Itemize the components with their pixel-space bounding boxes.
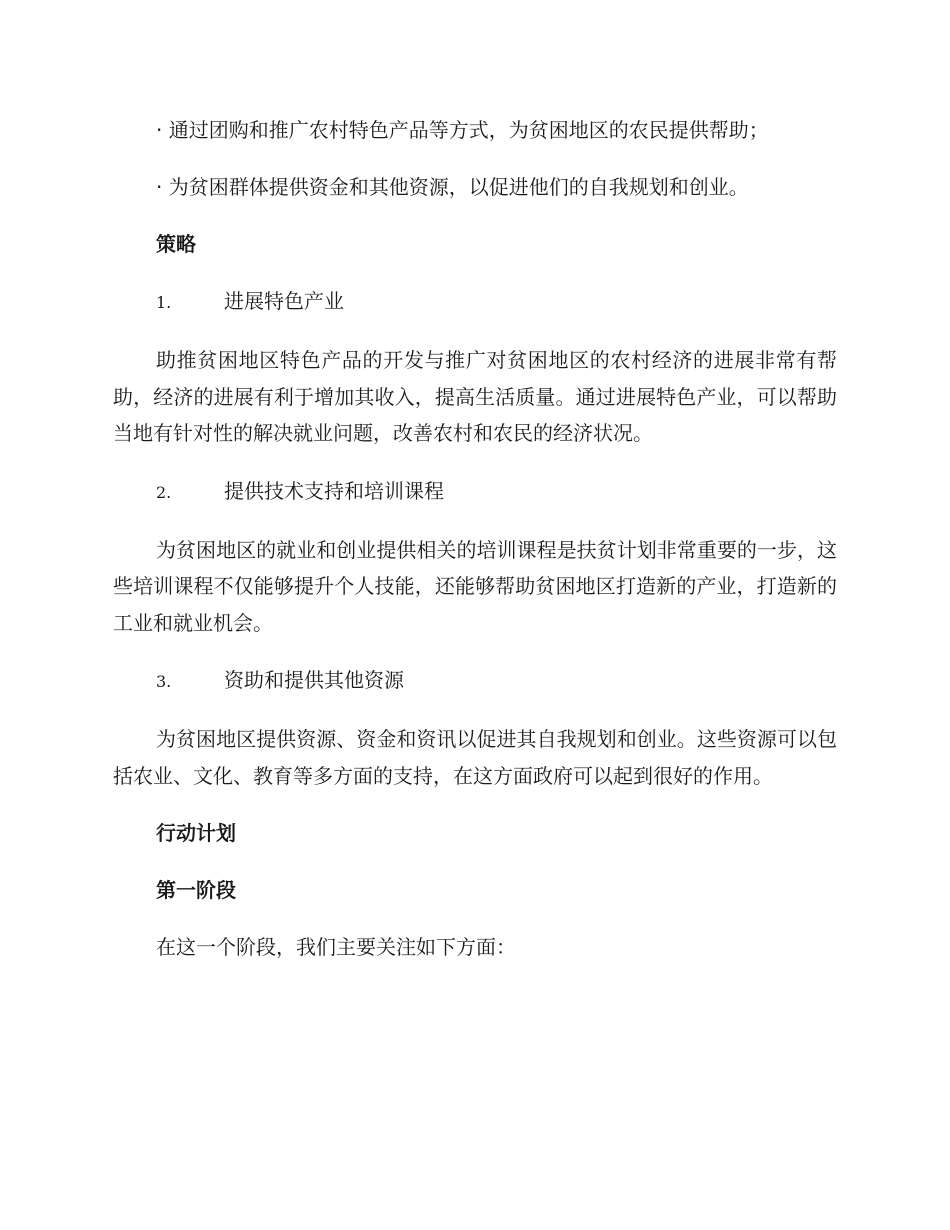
section-heading-action-plan: 行动计划	[156, 821, 236, 845]
strategy-paragraph: 为贫困地区提供资源、资金和资讯以促进其自我规划和创业。这些资源可以包括农业、文化、教育等多方面的支持，在这方面政府可以起到很好的作用。	[113, 727, 837, 788]
strategy-item-3-title	[113, 662, 837, 700]
section-heading-strategy: 策略	[156, 232, 196, 256]
document-content	[113, 112, 837, 986]
strategy-item-2-title	[113, 473, 837, 511]
strategy-title: 资助和提供其他资源	[224, 668, 404, 692]
strategy-item-1-title	[113, 283, 837, 321]
list-number: 2.	[156, 482, 172, 502]
phase-intro-text: 在这一个阶段，我们主要关注如下方面：	[156, 935, 516, 959]
section-heading-phase-one: 第一阶段	[156, 878, 236, 902]
strategy-paragraph: 为贫困地区的就业和创业提供相关的培训课程是扶贫计划非常重要的一步，这些培训课程不仅能够提升个人技能，还能够帮助贫困地区打造新的产业，打造新的工业和就业机会。	[113, 537, 837, 635]
bullet-item: · 通过团购和推广农村特色产品等方式，为贫困地区的农民提供帮助；	[156, 118, 769, 142]
bullet-item: · 为贫困群体提供资金和其他资源，以促进他们的自我规划和创业。	[156, 175, 749, 199]
strategy-title: 提供技术支持和培训课程	[224, 478, 444, 503]
strategy-paragraph: 助推贫困地区特色产品的开发与推广对贫困地区的农村经济的进展非常有帮助，经济的进展有利于增加其收入，提高生活质量。通过进展特色产业，可以帮助当地有针对性的解决就业问题，改善农村和农民的经济状况。	[113, 348, 837, 445]
strategy-title: 进展特色产业	[224, 289, 344, 313]
list-number: 1.	[156, 293, 172, 312]
list-number: 3.	[156, 672, 172, 691]
